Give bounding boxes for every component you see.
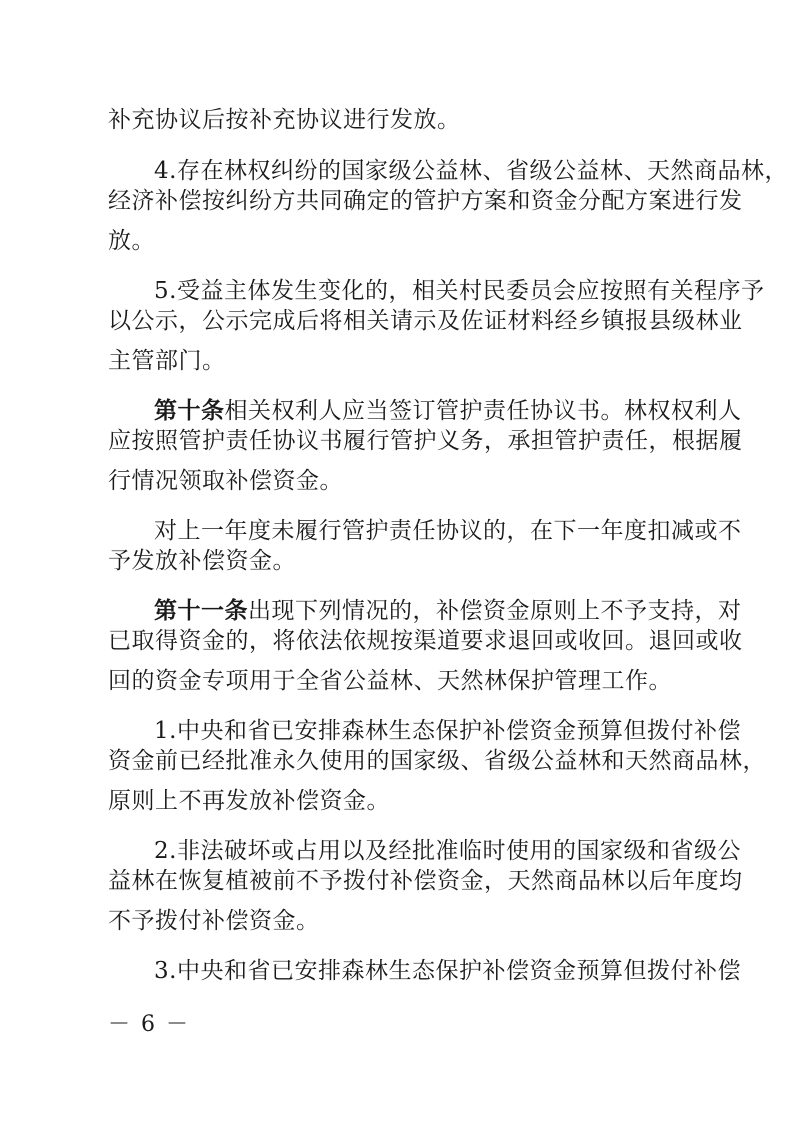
paragraph-line: 资金前已经批准永久使用的国家级、省级公益林和天然商品林，	[108, 748, 766, 774]
paragraph-line: 回的资金专项用于全省公益林、天然林保护管理工作。	[108, 668, 672, 694]
article-11-heading: 第十一条	[154, 597, 248, 624]
paragraph-line: 经济补偿按纠纷方共同确定的管护方案和资金分配方案进行发	[108, 188, 743, 214]
paragraph-line: 以公示，公示完成后将相关请示及佐证材料经乡镇报县级林业	[108, 308, 743, 334]
paragraph-line: 行情况领取补偿资金。	[108, 468, 343, 494]
paragraph-line: 已取得资金的，将依法依规按渠道要求退回或收回。退回或收	[108, 628, 743, 654]
paragraph-line: 2.非法破坏或占用以及经批准临时使用的国家级和省级公	[154, 838, 741, 864]
article-11-text: 出现下列情况的，补偿资金原则上不予支持，对	[248, 598, 742, 624]
paragraph-line: 不予拨付补偿资金。	[108, 908, 320, 934]
article-11-first-line	[154, 594, 742, 628]
paragraph-line: 放。	[108, 228, 155, 254]
paragraph-line: 5.受益主体发生变化的，相关村民委员会应按照有关程序予	[154, 278, 765, 304]
page-number: － 6 －	[108, 1012, 190, 1037]
paragraph-line: 4.存在林权纠纷的国家级公益林、省级公益林、天然商品林，	[154, 158, 788, 184]
paragraph-line: 3.中央和省已安排森林生态保护补偿资金预算但拨付补偿	[154, 958, 741, 984]
paragraph-line: 补充协议后按补充协议进行发放。	[108, 107, 461, 133]
paragraph-line: 对上一年度未履行管护责任协议的，在下一年度扣减或不	[154, 518, 742, 544]
paragraph-line: 应按照管护责任协议书履行管护义务，承担管护责任，根据履	[108, 428, 743, 454]
paragraph-line: 原则上不再发放补偿资金。	[108, 788, 390, 814]
paragraph-line: 予发放补偿资金。	[108, 548, 296, 574]
paragraph-line: 益林在恢复植被前不予拨付补偿资金，天然商品林以后年度均	[108, 868, 743, 894]
paragraph-line: 主管部门。	[108, 348, 226, 374]
article-10-first-line	[154, 394, 742, 428]
article-10-heading: 第十条	[154, 397, 225, 424]
paragraph-line: 1.中央和省已安排森林生态保护补偿资金预算但拨付补偿	[154, 718, 741, 744]
article-10-text: 相关权利人应当签订管护责任协议书。林权权利人	[224, 398, 742, 424]
